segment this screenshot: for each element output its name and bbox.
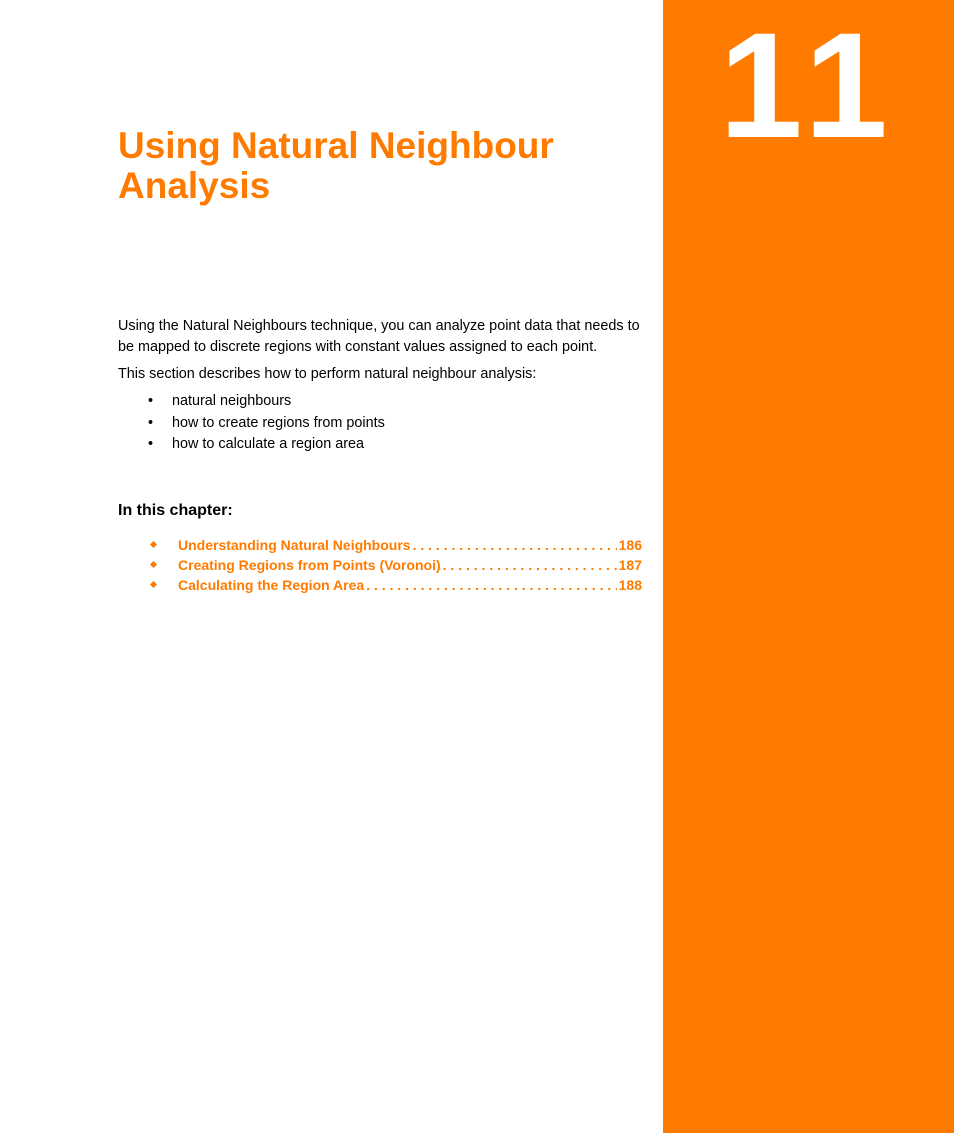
chapter-title-line-1: Using Natural Neighbour <box>118 125 554 166</box>
bullet-icon: • <box>148 414 154 431</box>
list-item <box>118 391 648 413</box>
in-this-chapter-heading: In this chapter: <box>118 502 233 519</box>
chapter-title-line-2: Analysis <box>118 165 271 206</box>
list-item-text: how to calculate a region area <box>172 436 364 452</box>
toc-entry-title[interactable]: Creating Regions from Points (Voronoi) <box>178 557 441 573</box>
toc-entry[interactable] <box>150 575 642 595</box>
toc-entry[interactable] <box>150 535 642 555</box>
toc-dot-leader <box>443 555 617 575</box>
topic-list <box>118 391 648 456</box>
diamond-bullet-icon <box>150 541 157 548</box>
diamond-bullet-icon <box>150 581 157 588</box>
bullet-icon: • <box>148 393 154 409</box>
toc-entry-title[interactable]: Understanding Natural Neighbours <box>178 537 411 553</box>
toc-entry-page[interactable]: 188 <box>618 577 642 593</box>
intro-paragraph: Using the Natural Neighbours technique, you can analyze point data that needs to be mapped to discrete regions with constant values assigned to each point. <box>118 318 640 355</box>
list-item-text: how to create regions from points <box>172 414 385 431</box>
list-item <box>118 434 648 456</box>
chapter-number: 11 <box>719 1 898 169</box>
diamond-bullet-icon <box>150 561 157 568</box>
toc-dot-leader <box>366 575 616 595</box>
toc-dot-leader <box>413 535 617 555</box>
intro-paragraph: This section describes how to perform natural neighbour analysis: <box>118 366 537 382</box>
bullet-icon: • <box>148 436 154 452</box>
toc-entry[interactable] <box>150 555 642 575</box>
chapter-toc <box>150 535 642 595</box>
chapter-side-band <box>663 0 954 1133</box>
list-item-text: natural neighbours <box>172 393 292 409</box>
toc-entry-page[interactable]: 187 <box>618 557 642 573</box>
toc-entry-page[interactable]: 186 <box>618 537 642 553</box>
list-item <box>118 413 648 435</box>
chapter-title <box>118 126 658 206</box>
toc-entry-title[interactable]: Calculating the Region Area <box>178 577 365 593</box>
chapter-intro <box>118 316 648 456</box>
